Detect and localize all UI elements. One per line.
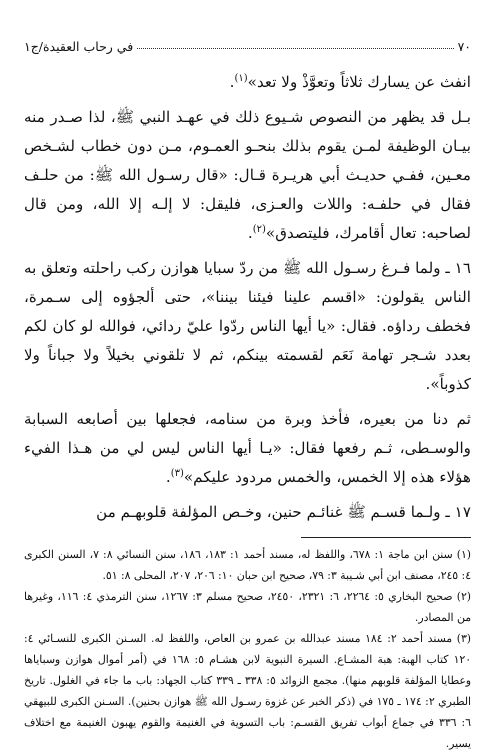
paragraph-tail: . xyxy=(425,375,431,393)
footnote-ref[interactable]: (١) xyxy=(234,72,248,84)
paragraph-text: بـل قد يظهر من النصوص شـيوع ذلك في عهـد النبي ﷺ، لذا صـدر منه بيـان الوظيفة لمـن يقوم بذلك بنحـو العمـوم، مـن دون خطاب لشـخص معـين، ففـي حديـث أبي هريـرة قـال: «قال رسـول الله ﷺ: من حلـف فقال في حلفـه: واللات والعـزى، فليقل: لا إلـه إلا الله، ومن قال لصاحبه: تعال أقامرك، فليتصدق» xyxy=(24,108,471,242)
book-page xyxy=(24,34,471,750)
page-header xyxy=(24,34,471,54)
paragraph xyxy=(24,498,471,527)
paragraph-tail: . xyxy=(165,468,171,486)
paragraph xyxy=(24,103,471,248)
paragraph-text: انفث عن يسارك ثلاثاً وتعوَّذْ ولا تعد» xyxy=(247,73,471,91)
paragraph-text: ١٧ ـ ولـما قسـم ﷺ غنائـم حنين، وخـص المؤلفة قلوبهـم من xyxy=(96,503,471,521)
page-number: ٧٠ xyxy=(457,39,471,54)
footnote: (٢) صحيح البخاري ٥: ٢٢٦٤، ٦: ٢٣٢١، ٢٤٥٠، صحيح مسلم ٣: ١٢٦٧، سنن الترمذي ٤: ١١٦، وغيرها من المصادر. xyxy=(24,590,471,624)
paragraph-tail: . xyxy=(229,73,235,91)
footnote-ref[interactable]: (٢) xyxy=(252,223,266,235)
main-text xyxy=(24,68,471,527)
paragraph-text: ثم دنا من بعيره، فأخذ وبرة من سنامه، فجعلها بين أصابعه السبابة والوسـطى، ثـم رفعها فقال: «يـا أيها الناس ليس لي من هـذا الفيء هؤلاء هذه إلا الخمس، والخمس مردود عليكم» xyxy=(24,410,471,486)
footnote: (٣) مسند أحمد ٢: ١٨٤ مسند عبدالله بن عمرو بن العاص، واللفظ له. السـنن الكبرى للنسـائي ٤: ١٢٠ كتاب الهبة: هبة المشـاع. السيرة النبوية لابن هشـام ٥: ١٦٨ في (أمر أموال هوازن وسباياها وعطايا المؤلفة قلوبهم منها). مجمع الزوائد ٥: ٣٣٨ ـ ٣٣٩ كتاب الجهاد: باب ما جاء في الغلول. تاريخ الطبري ٢: ١٧٤ ـ ١٧٥ في (ذكر الخبر عن غزوة رسـول الله ﷺ هوازن بحنين). السـنن الكبرى للبيهقي ٦: ٣٣٦ في جماع أبواب تفريق القسـم: باب التسوية في الغنيمة والقوم يهبون الغنيمة مع اختلاف يسير. xyxy=(24,632,471,750)
footnote-separator xyxy=(301,537,471,538)
running-title: في رحاب العقيدة/ج١ xyxy=(24,39,134,54)
footnote: (١) سنن ابن ماجة ١: ٦٧٨، واللفظ له، مسند أحمد ١: ١٨٣، ١٨٦، سنن النسائي ٨: ٧، السنن الكبرى ٤: ٢٤٥، مصنف ابن أبي شـيبة ٣: ٧٩، صحيح ابن حبان ١٠: ٢٠٦، ٢٠٧، المحلى ٨: ٥١. xyxy=(24,548,471,582)
paragraph-text: ١٦ ـ ولما فـرغ رسـول الله ﷺ من ردّ سبايا هوازن ركب راحلته وتعلق به الناس يقولون: «اقسم علينا فيئنا بيننا»، حتى ألجؤوه إلى سـمرة، فخطف رداؤه. فقال: «يا أيها الناس ردّوا عليّ ردائي، فوالله لو كان لكم بعدد شـجر تهامة نَعَم لقسمته بينكم، ثم لا تلقوني بخيلاً ولا جباناً ولا كذوباً» xyxy=(24,259,471,393)
paragraph-tail: . xyxy=(247,224,253,242)
paragraph xyxy=(24,68,471,97)
header-dot-leader xyxy=(137,48,453,49)
footnote-ref[interactable]: (٣) xyxy=(170,467,184,479)
footnotes xyxy=(24,544,471,754)
paragraph xyxy=(24,405,471,492)
paragraph xyxy=(24,254,471,399)
